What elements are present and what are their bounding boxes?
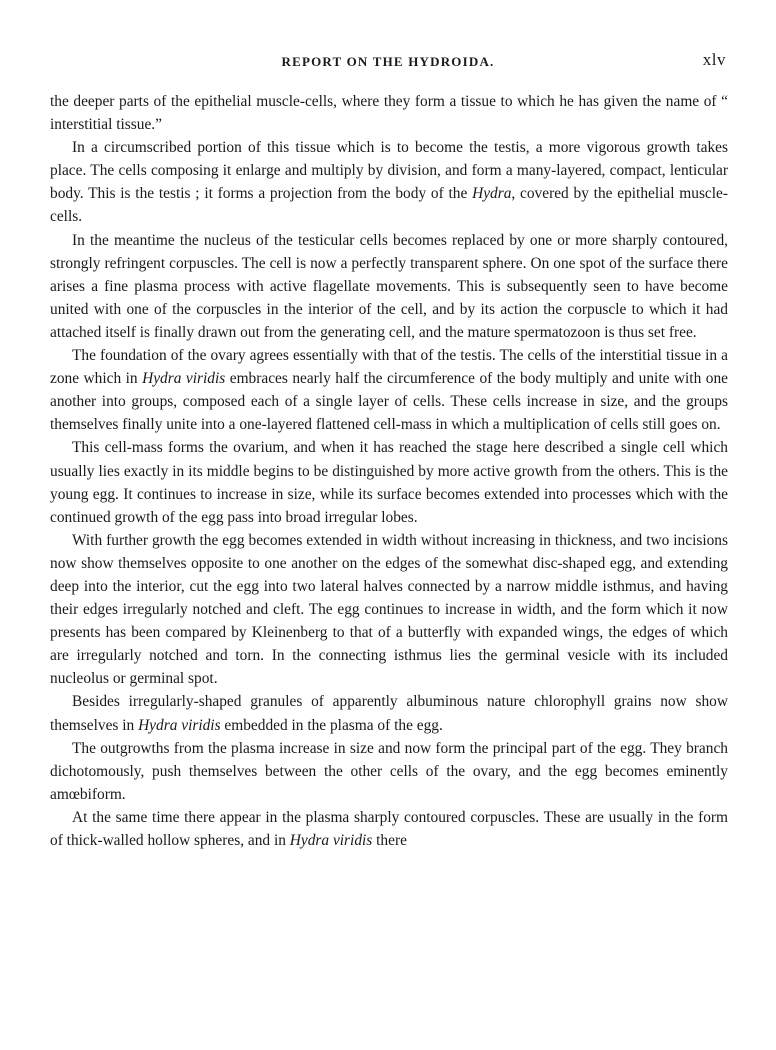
paragraph-2 xyxy=(50,136,728,228)
paragraph-1 xyxy=(50,90,728,136)
taxon-name: Hydra viridis xyxy=(142,370,226,388)
paragraph-7 xyxy=(50,690,728,736)
taxon-name: Hydra viridis xyxy=(138,716,221,734)
body-text xyxy=(50,90,728,852)
paragraph-text: At the same time there appear in the plasma sharply contoured corpuscles. These are usually in the form of thick-walled hollow spheres, and in xyxy=(50,808,728,849)
paragraph-text: Besides irregularly-shaped granules of apparently albuminous nature chlorophyll grains now show themselves in xyxy=(50,693,728,734)
paragraph-text: embedded in the plasma of the egg. xyxy=(220,716,443,734)
paragraph-5 xyxy=(50,436,728,528)
paragraph-8 xyxy=(50,737,728,806)
taxon-name: Hydra viridis xyxy=(289,832,373,849)
paragraph-text: embraces nearly half the circumference of the body multiply and unite with one another into groups, composed each of a single layer of cells. These cells increase in size, and the groups themselves finally unite into a one-layered flattened cell-mass in which a multiplication of cells still goes on. xyxy=(50,370,728,434)
paragraph-4 xyxy=(50,344,728,436)
paragraph-text: The foundation of the ovary agrees essentially with that of the testis. The cells of the interstitial tissue in a zone which in xyxy=(50,347,728,388)
paragraph-text: , covered by the epithelial muscle-cells. xyxy=(50,185,728,226)
paragraph-text: With further growth the egg becomes extended in width without increasing in thickness, and two incisions now show themselves opposite to one another on the edges of the somewhat disc-shaped egg, and extending deep into the interior, cut the egg into two lateral halves connected by a narrow middle isthmus, and having their edges irregularly notched and cleft. The egg continues to increase in width, and the form which it now presents has been compared by Kleinenberg to that of a butterfly with expanded wings, the edges of which are irregularly notched and torn. In the connecting isthmus lies the germinal vesicle with its included nucleolus or germinal spot. xyxy=(50,531,728,688)
paragraph-3 xyxy=(50,229,728,344)
running-title: REPORT ON THE HYDROIDA. xyxy=(281,54,495,69)
paragraph-text: The outgrowths from the plasma increase in size and now form the principal part of the egg. They branch dichotomously, push themselves between the other cells of the ovary, and the egg becomes eminently amœbiform. xyxy=(50,739,728,803)
page-header xyxy=(0,50,776,74)
paragraph-text: This cell-mass forms the ovarium, and when it has reached the stage here described a single cell which usually lies exactly in its middle begins to be distinguished by more active growth from the others. This is the young egg. It continues to increase in size, while its surface becomes extended into processes which with the continued growth of the egg pass into broad irregular lobes. xyxy=(50,439,728,526)
paragraph-6 xyxy=(50,529,728,691)
paragraph-text: In a circumscribed portion of this tissue which is to become the testis, a more vigorous growth takes place. The cells composing it enlarge and multiply by division, and form a many-layered, compact, lenticular body. This is the testis ; it forms a projection from the body of the xyxy=(50,139,728,203)
taxon-name: Hydra xyxy=(472,185,512,203)
paragraph-text: In the meantime the nucleus of the testicular cells becomes replaced by one or more sharply contoured, strongly refringent corpuscles. The cell is now a perfectly transparent sphere. On one spot of the surface there arises a fine plasma process with active flagellate movements. This is subsequently seen to have become united with one of the corpuscles in the interior of the cell, and by its action the corpuscle to which it had attached itself is finally drawn out from the generating cell, and the mature spermatozoon is thus set free. xyxy=(50,231,728,341)
paragraph-9 xyxy=(50,806,728,852)
paragraph-text: the deeper parts of the epithelial muscle-cells, where they form a tissue to which he has given the name of “ interstitial tissue.” xyxy=(50,93,728,134)
page-number: xlv xyxy=(702,50,726,69)
paragraph-text: there xyxy=(372,832,407,849)
